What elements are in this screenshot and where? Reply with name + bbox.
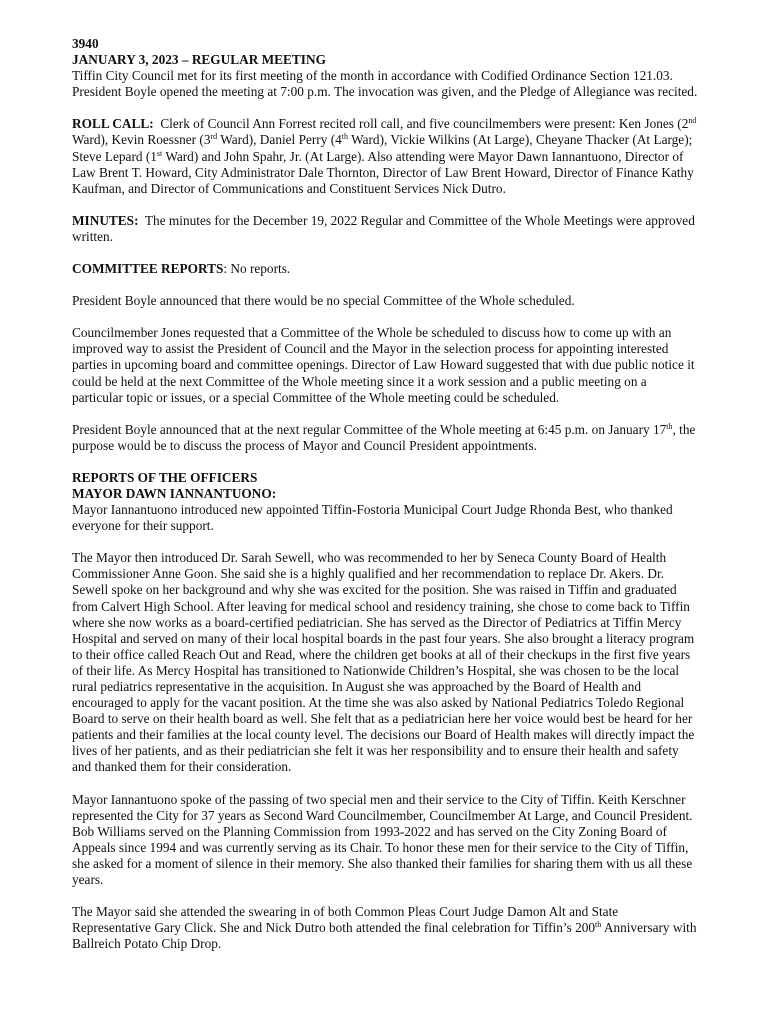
paragraph-text: President Boyle announced that at the next regular Committee of the Whole meeting at 6:45 p.m. on January 17 xyxy=(72,421,667,437)
ordinal-suffix: th xyxy=(666,421,673,431)
roll-call-label: ROLL CALL: xyxy=(72,116,154,132)
jones-request-paragraph: Councilmember Jones requested that a Committee of the Whole be scheduled to discuss how to come up with an improved way to assist the President of Council and the Mayor in the selection process for appointing interested parties in upcoming board and committee openings. Director of Law Howard suggested that with due public notice it could be held at the next Committee of the Whole meeting since it a work session and a public meeting on a particular topic or issues, or a special Committee of the Whole meeting could be scheduled. xyxy=(72,325,695,405)
ordinal-suffix: th xyxy=(595,920,602,930)
roll-call-text: Ward), Vickie Wilkins (At Large), Cheyane Thacker (At Large); Steve Lepard (1 xyxy=(72,132,693,164)
roll-call-text: Ward), Kevin Roessner (3 xyxy=(72,132,211,148)
mayor-paragraph-2: The Mayor then introduced Dr. Sarah Sewell, who was recommended to her by Seneca County Board of Health Commissioner Anne Goon. She said she is a highly qualified and her recommendation to replace Dr. Akers. Dr. Sewell spoke on her background and why she was excited for the position. She was raised in Tiffin and graduated from Calvert High School. After leaving for medical school and residency training, she chose to come back to Tiffin where she now works as a board-certified pediatrician. She has served as the Director of Pediatrics at Tiffin Mercy Hospital and served on many of their local hospital boards in the past four years. She also brought a literacy program to their office called Reach Out and Read, where the children get books at all of their checkups in the first five years of their life. As Mercy Hospital has transitioned to Nationwide Children’s Hospital, she was chosen to be the local rural pediatrics representative in the acquisition. In August she was approached by the Board of Health and encouraged to apply for the vacant position. At the time she was also asked by National Pediatrics Toledo Regional Board to serve on their health board as well. She felt that as a pediatrician here her voice would best be heard for her patients and their families at the local county level. The decisions our Board of Health makes will directly impact the lives of her patients, and as their pediatrician she felt it was her responsibility and to ensure their health and safety and thanked them for their consideration. xyxy=(72,550,695,775)
mayor-heading: MAYOR DAWN IANNANTUONO: xyxy=(72,485,277,501)
ordinal-suffix: st xyxy=(156,148,163,158)
paragraph-text: The Mayor said she attended the swearing in of both Common Pleas Court Judge Damon Alt and State Representative Gary Click. She and Nick Dutro both attended the final celebration for Tiffin’s 200 xyxy=(72,904,619,936)
minutes-label: MINUTES: xyxy=(72,212,139,228)
roll-call-text: Ward) and John Spahr, Jr. (At Large). Also attending were Mayor Dawn Iannantuono, Director of Law Brent T. Howard, City Administrator Dale Thornton, Director of Law Brent Howard, Director of Finance Kathy Kaufman, and Director of Communications and Constituent Services Nick Dutro. xyxy=(72,148,694,196)
roll-call-paragraph xyxy=(72,116,700,196)
boyle-second-announcement-paragraph xyxy=(72,422,700,454)
roll-call-text: Ward), Daniel Perry (4 xyxy=(217,132,342,148)
ordinal-suffix: rd xyxy=(210,132,218,142)
meeting-title: JANUARY 3, 2023 – REGULAR MEETING xyxy=(72,52,326,68)
paragraph-text: Anniversary with Ballreich Potato Chip Drop. xyxy=(72,920,697,952)
committee-reports-paragraph xyxy=(72,261,700,277)
mayor-paragraph-1: Mayor Iannantuono introduced new appointed Tiffin-Fostoria Municipal Court Judge Rhonda Best, who thanked everyone for their support. xyxy=(72,502,673,534)
minutes-paragraph xyxy=(72,213,700,245)
committee-reports-label: COMMITTEE REPORTS xyxy=(72,261,224,277)
mayor-paragraph-4 xyxy=(72,904,700,952)
page-number: 3940 xyxy=(72,36,99,51)
roll-call-text: Clerk of Council Ann Forrest recited roll call, and five councilmembers were present: Ken Jones (2 xyxy=(160,116,689,132)
document-header xyxy=(72,36,700,68)
committee-reports-text: : No reports. xyxy=(223,261,291,277)
ordinal-suffix: nd xyxy=(688,116,697,126)
officers-heading: REPORTS OF THE OFFICERS xyxy=(72,469,258,485)
paragraph-text: , the purpose would be to discuss the process of Mayor and Council President appointments. xyxy=(72,421,696,453)
mayor-paragraph-3: Mayor Iannantuono spoke of the passing of two special men and their service to the City of Tiffin. Keith Kerschner represented the City for 37 years as Second Ward Councilmember, Councilmember At Large, and Council President. Bob Williams served on the Planning Commission from 1993-2022 and has served on the City Zoning Board of Appeals since 1994 and was currently serving as its Chair. To honor these men for their service to the City of Tiffin, she asked for a moment of silence in their memory. She also thanked their families for sharing them with us all these years. xyxy=(72,791,693,888)
ordinal-suffix: th xyxy=(341,132,349,142)
intro-paragraph: Tiffin City Council met for its first meeting of the month in accordance with Codified Ordinance Section 121.03. President Boyle opened the meeting at 7:00 p.m. The invocation was given, and the Pledge of Allegiance was recited. xyxy=(72,68,698,100)
boyle-announcement-paragraph: President Boyle announced that there would be no special Committee of the Whole scheduled. xyxy=(72,293,575,309)
minutes-text: The minutes for the December 19, 2022 Regular and Committee of the Whole Meetings were approved written. xyxy=(72,212,695,244)
